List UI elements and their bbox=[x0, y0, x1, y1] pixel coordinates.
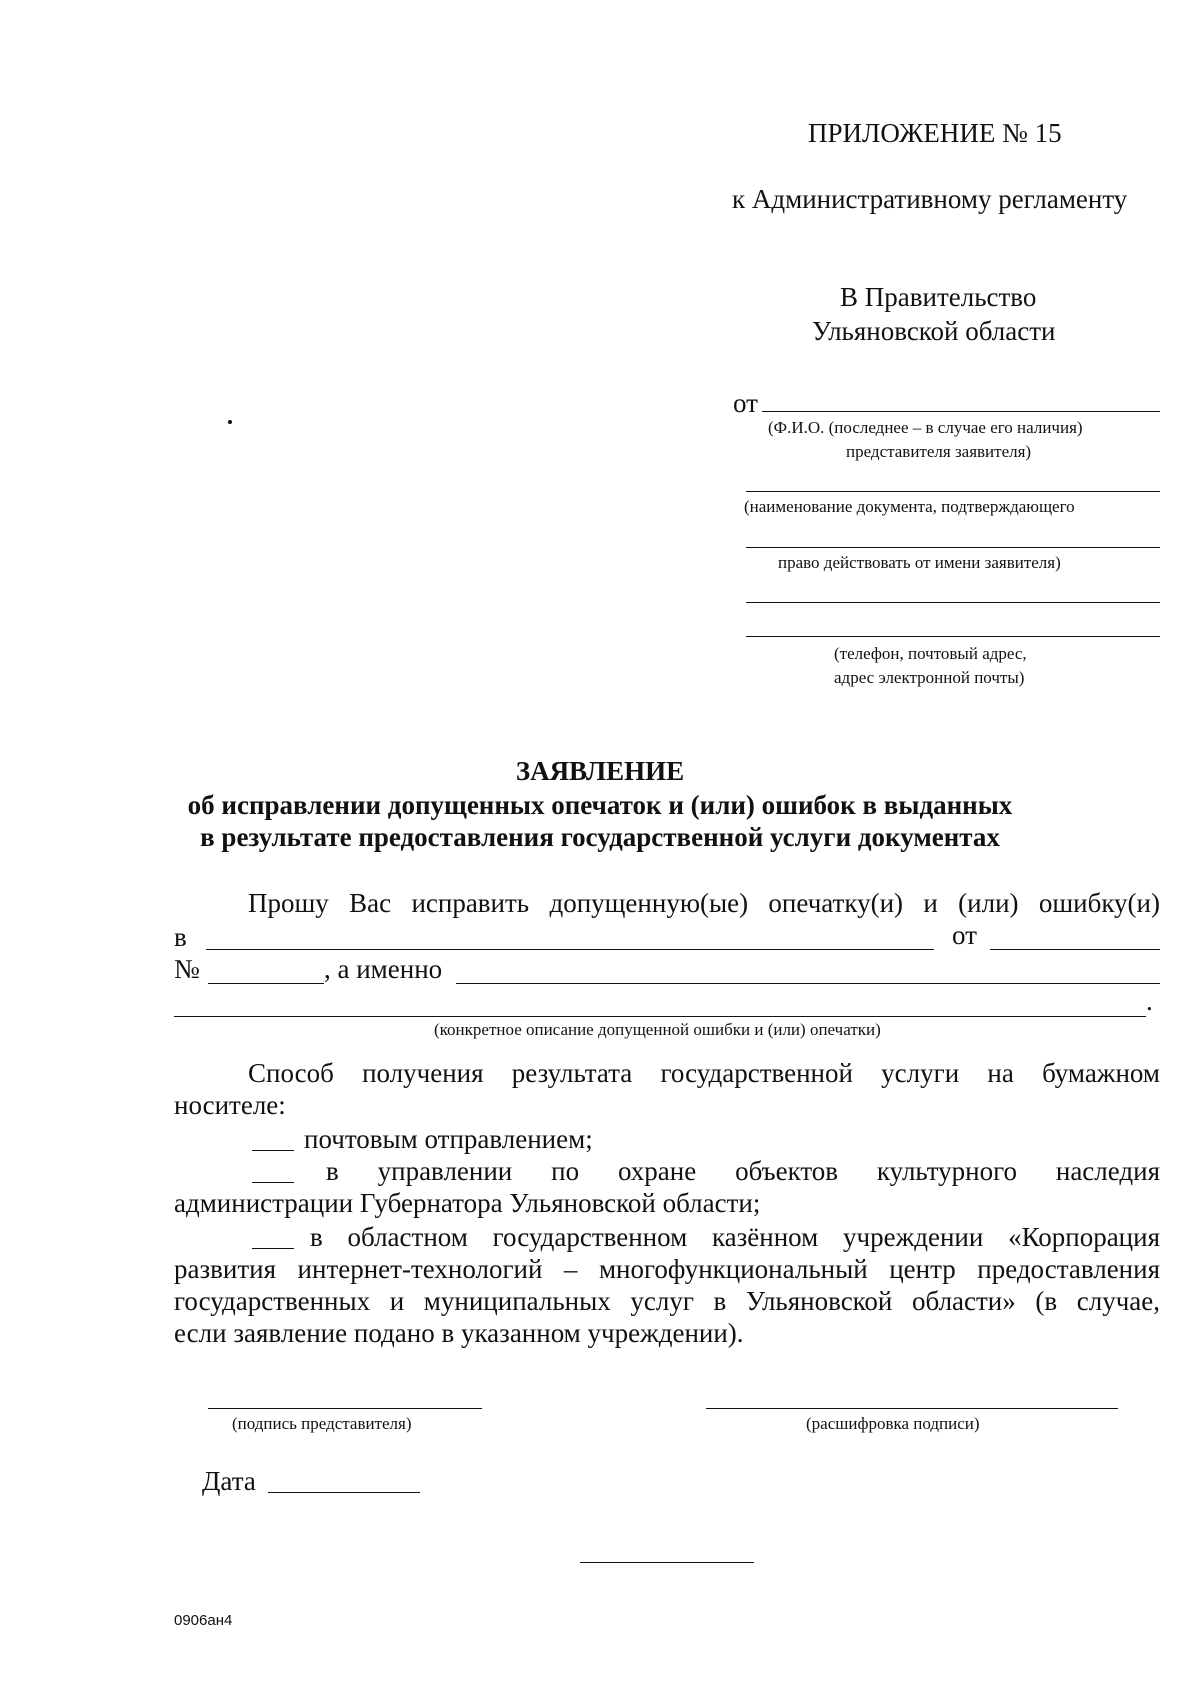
document-title: ЗАЯВЛЕНИЕ bbox=[515, 756, 685, 786]
number-label: № bbox=[174, 954, 200, 984]
request-intro: Прошу Вас исправить допущенную(ые) опечатку(и) и (или) ошибку(и) bbox=[248, 888, 1160, 918]
fio-field-line[interactable] bbox=[762, 411, 1160, 412]
document-field-line2[interactable] bbox=[746, 547, 1160, 548]
date-field[interactable] bbox=[268, 1492, 420, 1493]
contact-field-line2[interactable] bbox=[746, 636, 1160, 637]
doc-hint-line2: право действовать от имени заявителя) bbox=[778, 553, 1061, 572]
signature-field[interactable] bbox=[208, 1408, 482, 1409]
contact-field-line1[interactable] bbox=[746, 602, 1160, 603]
document-subtitle-line1: об исправлении допущенных опечаток и (или) ошибок в выданных bbox=[187, 790, 1013, 820]
option-mfc-line4: если заявление подано в указанном учреждении). bbox=[174, 1318, 744, 1348]
document-number-field[interactable] bbox=[208, 983, 324, 984]
fio-hint-line1: (Ф.И.О. (последнее – в случае его наличия) bbox=[768, 418, 1083, 437]
option-department-line1: в управлении по охране объектов культурного наследия bbox=[326, 1156, 1160, 1186]
regulation-reference: к Административному регламенту bbox=[732, 184, 1128, 214]
addressee-line2: Ульяновской области bbox=[812, 316, 1056, 346]
description-hint: (конкретное описание допущенной ошибки и (или) опечатки) bbox=[434, 1020, 881, 1039]
decoding-hint: (расшифровка подписи) bbox=[806, 1414, 980, 1433]
end-period: . bbox=[1146, 986, 1153, 1016]
namely-label: , а именно bbox=[324, 954, 443, 984]
option-mfc-checkbox[interactable] bbox=[252, 1248, 294, 1249]
contact-hint-line2: адрес электронной почты) bbox=[834, 668, 1025, 687]
option-mail-checkbox[interactable] bbox=[252, 1150, 294, 1151]
option-mail-label: почтовым отправлением; bbox=[304, 1124, 593, 1154]
error-description-field-line1[interactable] bbox=[456, 983, 1160, 984]
fio-hint-line2: представителя заявителя) bbox=[846, 442, 1032, 461]
document-code: 0906ан4 bbox=[174, 1612, 233, 1629]
document-field-line[interactable] bbox=[746, 491, 1160, 492]
option-department-line2: администрации Губернатора Ульяновской области; bbox=[174, 1188, 761, 1218]
contact-hint-line1: (телефон, почтовый адрес, bbox=[834, 644, 1027, 663]
error-description-field-line2[interactable] bbox=[174, 1016, 1146, 1017]
document-name-field[interactable] bbox=[206, 949, 934, 950]
signature-hint: (подпись представителя) bbox=[232, 1414, 412, 1433]
addressee-line1: В Правительство bbox=[840, 282, 1037, 312]
in-label: в bbox=[174, 922, 187, 952]
option-mfc-line2: развития интернет-технологий – многофункциональный центр предоставления bbox=[174, 1254, 1160, 1284]
from-label: от bbox=[733, 388, 758, 418]
stray-dot bbox=[228, 420, 232, 424]
date-label: Дата bbox=[202, 1466, 256, 1496]
option-department-checkbox[interactable] bbox=[252, 1182, 294, 1183]
doc-hint-line1: (наименование документа, подтверждающего bbox=[744, 497, 1075, 516]
method-intro-line1: Способ получения результата государственной услуги на бумажном bbox=[248, 1058, 1160, 1088]
from-date-label: от bbox=[952, 920, 977, 950]
method-intro-line2: носителе: bbox=[174, 1090, 286, 1120]
end-divider bbox=[580, 1562, 754, 1563]
option-mfc-line3: государственных и муниципальных услуг в Ульяновской области» (в случае, bbox=[174, 1286, 1160, 1316]
appendix-number: ПРИЛОЖЕНИЕ № 15 bbox=[808, 118, 1062, 148]
option-mfc-line1: в областном государственном казённом учреждении «Корпорация bbox=[310, 1222, 1160, 1252]
document-subtitle-line2: в результате предоставления государственной услуги документах bbox=[200, 822, 1000, 852]
signature-decoding-field[interactable] bbox=[706, 1408, 1118, 1409]
document-date-field[interactable] bbox=[990, 949, 1160, 950]
